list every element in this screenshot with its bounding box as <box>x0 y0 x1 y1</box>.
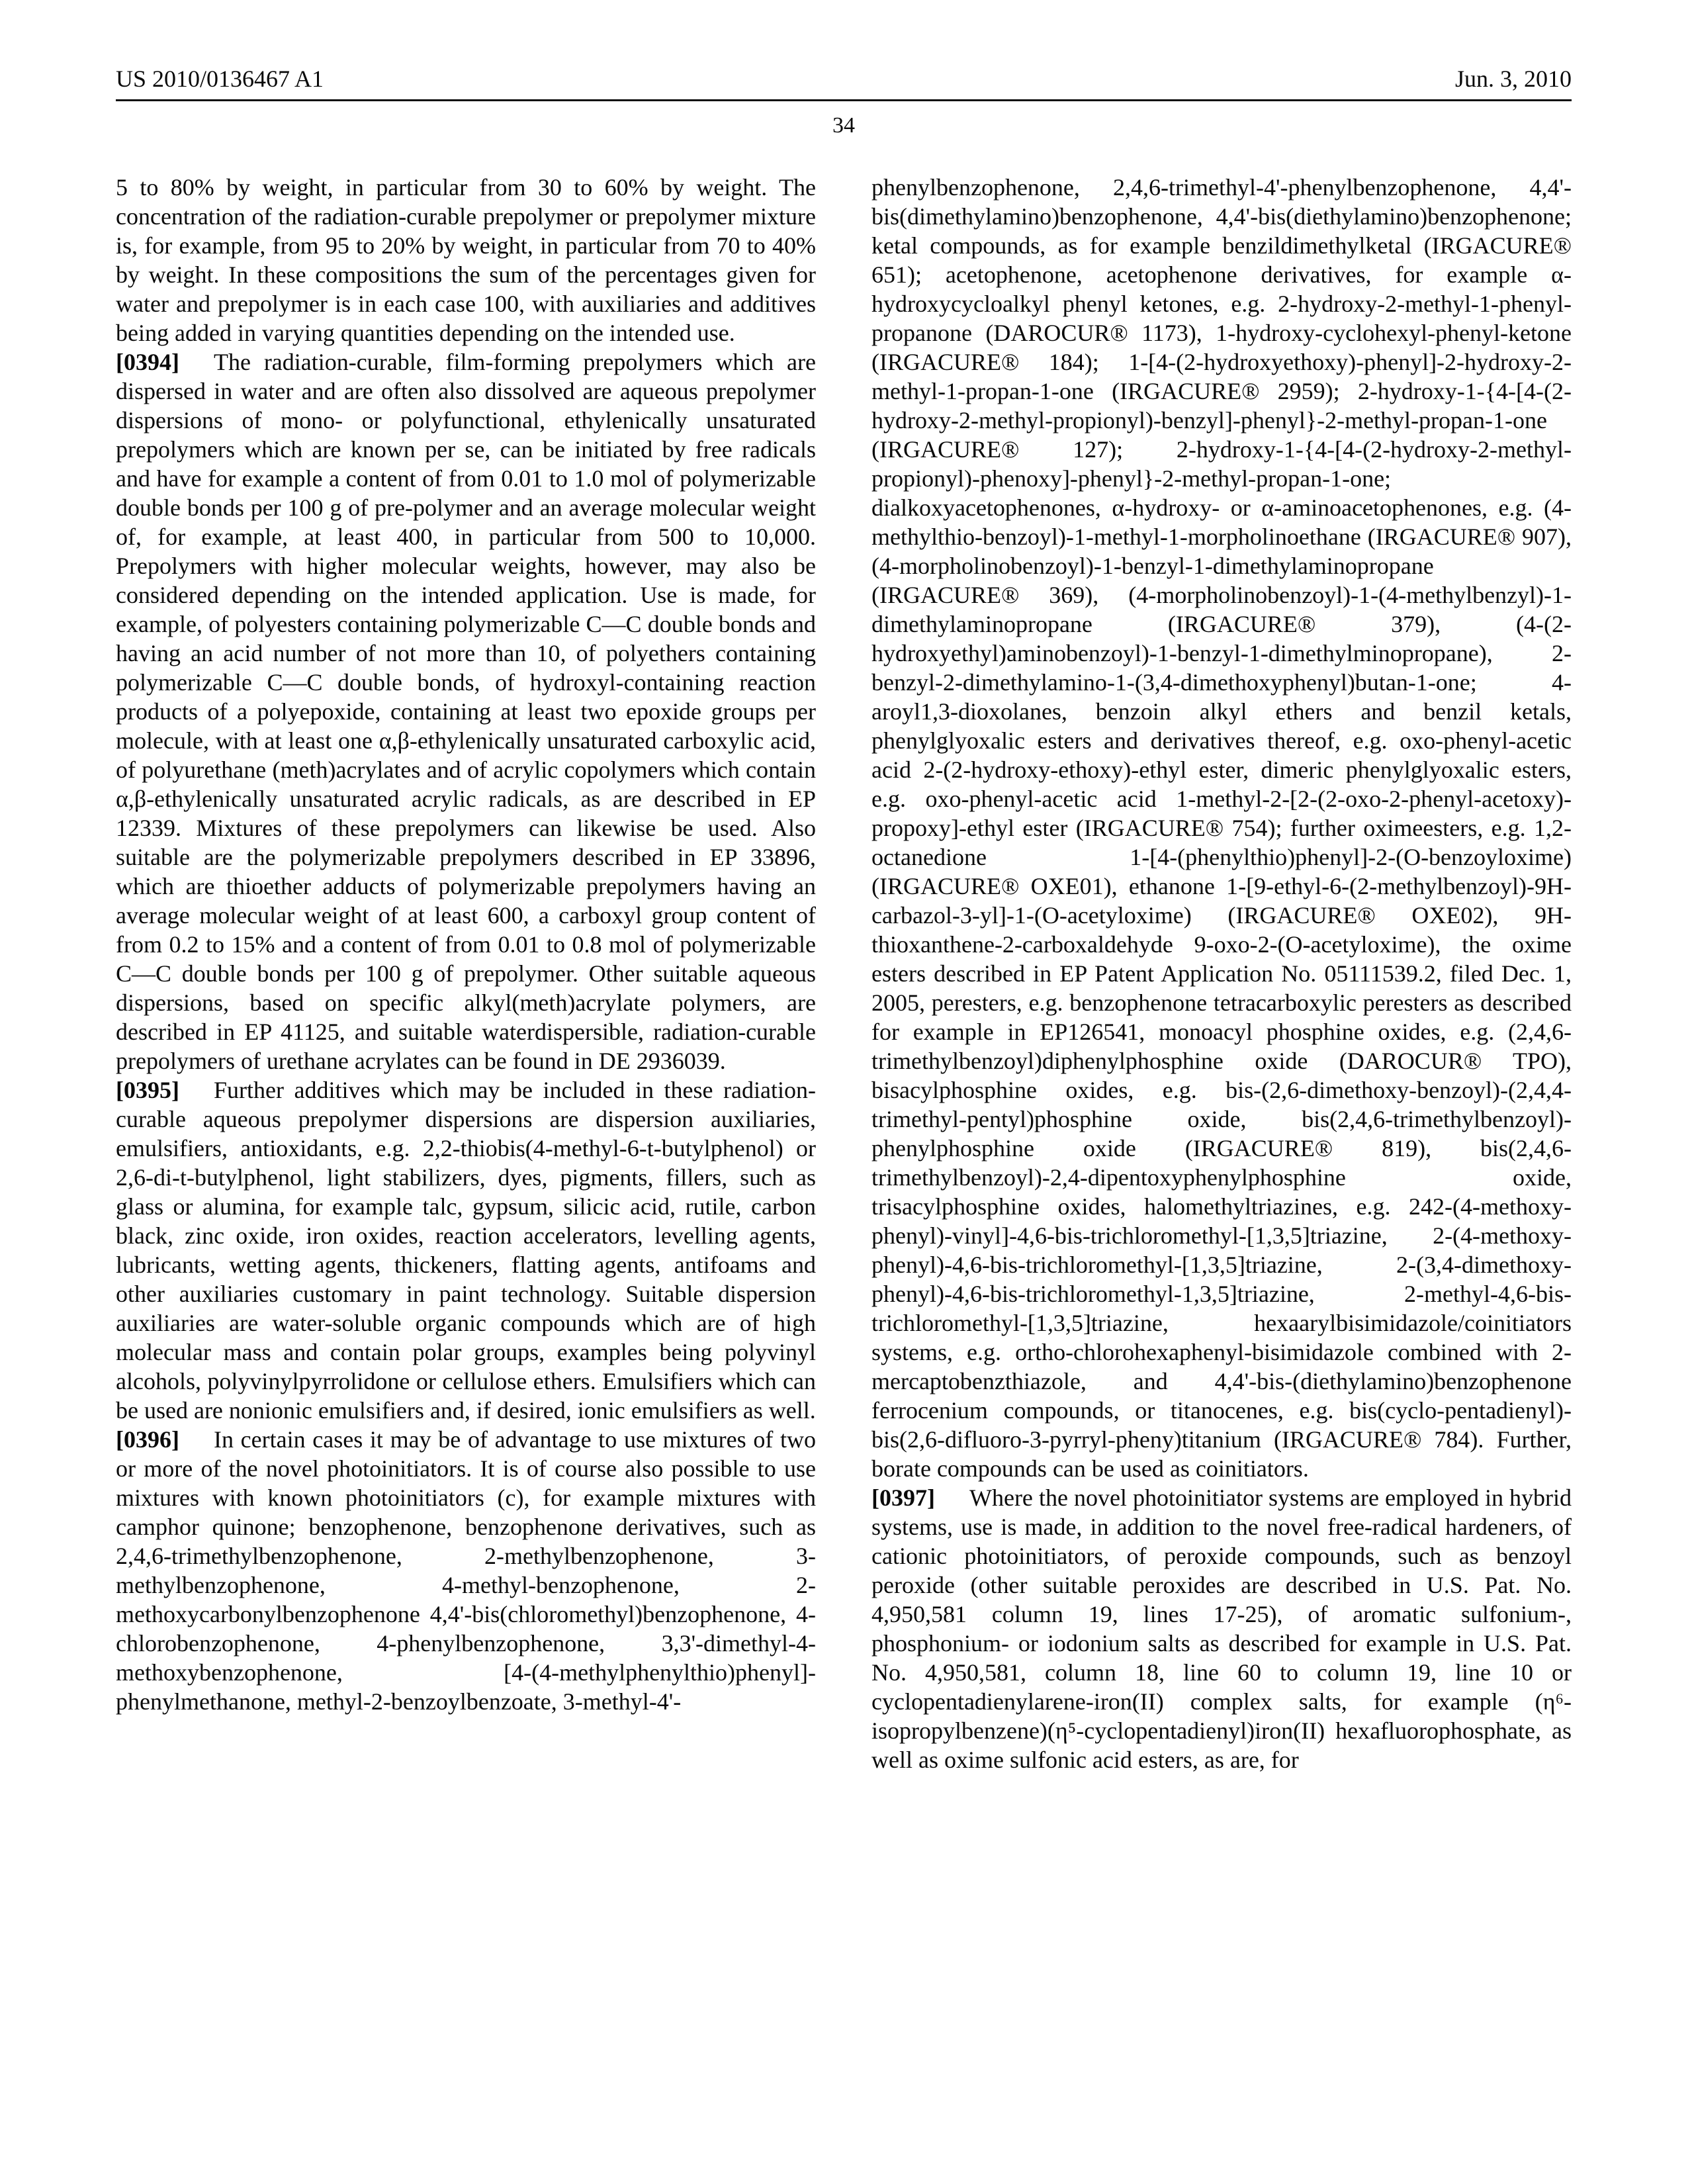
paragraph-tag: [0397] <box>871 1484 935 1511</box>
paragraph <box>116 347 816 1075</box>
paragraph <box>116 173 816 347</box>
paragraph <box>116 1075 816 1425</box>
paragraph-tag: [0396] <box>116 1426 179 1453</box>
publication-date: Jun. 3, 2010 <box>1454 66 1572 92</box>
document-body <box>116 173 1572 1774</box>
paragraph <box>871 1483 1572 1774</box>
paragraph-text: 5 to 80% by weight, in particular from 30 to 60% by weight. The concentration of the radiation-curable prepolymer or prepolymer mixture is, for example, from 95 to 20% by weight, in particular from 70 to 40% by weight. In these compositions the sum of the percentages given for water and prepolymer is in each case 100, with auxiliaries and additives being added in varying quantities depending on the intended use. <box>116 173 816 346</box>
paragraph-text: phenylbenzophenone, 2,4,6-trimethyl-4'-phenylbenzophenone, 4,4'-bis(dimethylamino)benzophenone, 4,4'-bis(diethylamino)benzophenone; ketal compounds, as for example benzildimethylketal (IRGACURE® 651); acetophenone, acetophenone derivatives, for example α-hydroxycycloalkyl phenyl ketones, e.g. 2-hydroxy-2-methyl-1-phenyl-propanone (DAROCUR® 1173), 1-hydroxy-cyclohexyl-phenyl-ketone (IRGACURE® 184); 1-[4-(2-hydroxyethoxy)-phenyl]-2-hydroxy-2-methyl-1-propan-1-one (IRGACURE® 2959); 2-hydroxy-1-{4-[4-(2-hydroxy-2-methyl-propionyl)-benzyl]-phenyl}-2-methyl-propan-1-one (IRGACURE® 127); 2-hydroxy-1-{4-[4-(2-hydroxy-2-methyl-propionyl)-phenoxy]-phenyl}-2-methyl-propan-1-one; dialkoxyacetophenones, α-hydroxy- or α-aminoacetophenones, e.g. (4-methylthio-benzoyl)-1-methyl-1-morpholinoethane (IRGACURE® 907), (4-morpholinobenzoyl)-1-benzyl-1-dimethylaminopropane (IRGACURE® 369), (4-morpholinobenzoyl)-1-(4-methylbenzyl)-1-dimethylaminopropane (IRGACURE® 379), (4-(2-hydroxyethyl)aminobenzoyl)-1-benzyl-1-dimethylminopropane), 2-benzyl-2-dimethylamino-1-(3,4-dimethoxyphenyl)butan-1-one; 4-aroyl1,3-dioxolanes, benzoin alkyl ethers and benzil ketals, phenylglyoxalic esters and derivatives thereof, e.g. oxo-phenyl-acetic acid 2-(2-hydroxy-ethoxy)-ethyl ester, dimeric phenylglyoxalic esters, e.g. oxo-phenyl-acetic acid 1-methyl-2-[2-(2-oxo-2-phenyl-acetoxy)-propoxy]-ethyl ester (IRGACURE® 754); further oximeesters, e.g. 1,2-octanedione 1-[4-(phenylthio)phenyl]-2-(O-benzoyloxime) (IRGACURE® OXE01), ethanone 1-[9-ethyl-6-(2-methylbenzoyl)-9H-carbazol-3-yl]-1-(O-acetyloxime) (IRGACURE® OXE02), 9H-thioxanthene-2-carboxaldehyde 9-oxo-2-(O-acetyloxime), the oxime esters described in EP Patent Application No. 05111539.2, filed Dec. 1, 2005, peresters, e.g. benzophenone tetracarboxylic peresters as described for example in EP126541, monoacyl phosphine oxides, e.g. (2,4,6-trimethylbenzoyl)diphenylphosphine oxide (DAROCUR® TPO), bisacylphosphine oxides, e.g. bis-(2,6-dimethoxy-benzoyl)-(2,4,4-trimethyl-pentyl)phosphine oxide, bis(2,4,6-trimethylbenzoyl)-phenylphosphine oxide (IRGACURE® 819), bis(2,4,6-trimethylbenzoyl)-2,4-dipentoxyphenylphosphine oxide, trisacylphosphine oxides, halomethyltriazines, e.g. 242-(4-methoxy-phenyl)-vinyl]-4,6-bis-trichloromethyl-[1,3,5]triazine, 2-(4-methoxy-phenyl)-4,6-bis-trichloromethyl-[1,3,5]triazine, 2-(3,4-dimethoxy-phenyl)-4,6-bis-trichloromethyl-1,3,5]triazine, 2-methyl-4,6-bis-trichloromethyl-[1,3,5]triazine, hexaarylbisimidazole/coinitiators systems, e.g. ortho-chlorohexaphenyl-bisimidazole combined with 2-mercaptobenzthiazole, and 4,4'-bis-(diethylamino)benzophenone ferrocenium compounds, or titanocenes, e.g. bis(cyclo-pentadienyl)-bis(2,6-difluoro-3-pyrryl-pheny)titanium (IRGACURE® 784). Further, borate compounds can be used as coinitiators. <box>871 173 1572 1482</box>
header-divider <box>116 99 1572 101</box>
page-header <box>116 66 1572 93</box>
paragraph <box>871 173 1572 1483</box>
left-column <box>116 173 816 1774</box>
paragraph-tag: [0395] <box>116 1076 179 1103</box>
patent-number: US 2010/0136467 A1 <box>116 66 324 92</box>
right-column <box>871 173 1572 1774</box>
paragraph-text: Further additives which may be included in these radiation-curable aqueous prepolymer dispersions are dispersion auxiliaries, emulsifiers, antioxidants, e.g. 2,2-thiobis(4-methyl-6-t-butylphenol) or 2,6-di-t-butylphenol, light stabilizers, dyes, pigments, fillers, such as glass or alumina, for example talc, gypsum, silicic acid, rutile, carbon black, zinc oxide, iron oxides, reaction accelerators, levelling agents, lubricants, wetting agents, thickeners, flatting agents, antifoams and other auxiliaries customary in paint technology. Suitable dispersion auxiliaries are water-soluble organic compounds which are of high molecular mass and contain polar groups, examples being polyvinyl alcohols, polyvinylpyrrolidone or cellulose ethers. Emulsifiers which can be used are nonionic emulsifiers and, if desired, ionic emulsifiers as well. <box>116 1076 816 1424</box>
paragraph-text: In certain cases it may be of advantage to use mixtures of two or more of the novel photoinitiators. It is of course also possible to use mixtures with known photoinitiators (c), for example mixtures with camphor quinone; benzophenone, benzophenone derivatives, such as 2,4,6-trimethylbenzophenone, 2-methylbenzophenone, 3-methylbenzophenone, 4-methyl-benzophenone, 2-methoxycarbonylbenzophenone 4,4'-bis(chloromethyl)benzophenone, 4-chlorobenzophenone, 4-phenylbenzophenone, 3,3'-dimethyl-4-methoxybenzophenone, [4-(4-methylphenylthio)phenyl]-phenylmethanone, methyl-2-benzoylbenzoate, 3-methyl-4'- <box>116 1426 816 1715</box>
paragraph <box>116 1425 816 1716</box>
paragraph-tag: [0394] <box>116 348 179 375</box>
paragraph-text: The radiation-curable, film-forming prepolymers which are dispersed in water and are often also dissolved are aqueous prepolymer dispersions of mono- or polyfunctional, ethylenically unsaturated prepolymers which are known per se, can be initiated by free radicals and have for example a content of from 0.01 to 1.0 mol of polymerizable double bonds per 100 g of pre-polymer and an average molecular weight of, for example, at least 400, in particular from 500 to 10,000. Prepolymers with higher molecular weights, however, may also be considered depending on the intended application. Use is made, for example, of polyesters containing polymerizable C—C double bonds and having an acid number of not more than 10, of polyethers containing polymerizable C—C double bonds, of hydroxyl-containing reaction products of a polyepoxide, containing at least two epoxide groups per molecule, with at least one α,β-ethylenically unsaturated carboxylic acid, of polyurethane (meth)acrylates and of acrylic copolymers which contain α,β-ethylenically unsaturated acrylic radicals, as are described in EP 12339. Mixtures of these prepolymers can likewise be used. Also suitable are the polymerizable prepolymers described in EP 33896, which are thioether adducts of polymerizable prepolymers having an average molecular weight of at least 600, a carboxyl group content of from 0.2 to 15% and a content of from 0.01 to 0.8 mol of polymerizable C—C double bonds per 100 g of prepolymer. Other suitable aqueous dispersions, based on specific alkyl(meth)acrylate polymers, are described in EP 41125, and suitable waterdispersible, radiation-curable prepolymers of urethane acrylates can be found in DE 2936039. <box>116 348 816 1074</box>
page-number: 34 <box>832 113 855 138</box>
paragraph-text: Where the novel photoinitiator systems are employed in hybrid systems, use is made, in addition to the novel free-radical hardeners, of cationic photoinitiators, of peroxide compounds, such as benzoyl peroxide (other suitable peroxides are described in U.S. Pat. No. 4,950,581 column 19, lines 17-25), of aromatic sulfonium-, phosphonium- or iodonium salts as described for example in U.S. Pat. No. 4,950,581, column 18, line 60 to column 19, line 10 or cyclopentadienylarene-iron(II) complex salts, for example (η⁶-isopropylbenzene)(η⁵-cyclopentadienyl)iron(II) hexafluorophosphate, as well as oxime sulfonic acid esters, as are, for <box>871 1484 1572 1773</box>
